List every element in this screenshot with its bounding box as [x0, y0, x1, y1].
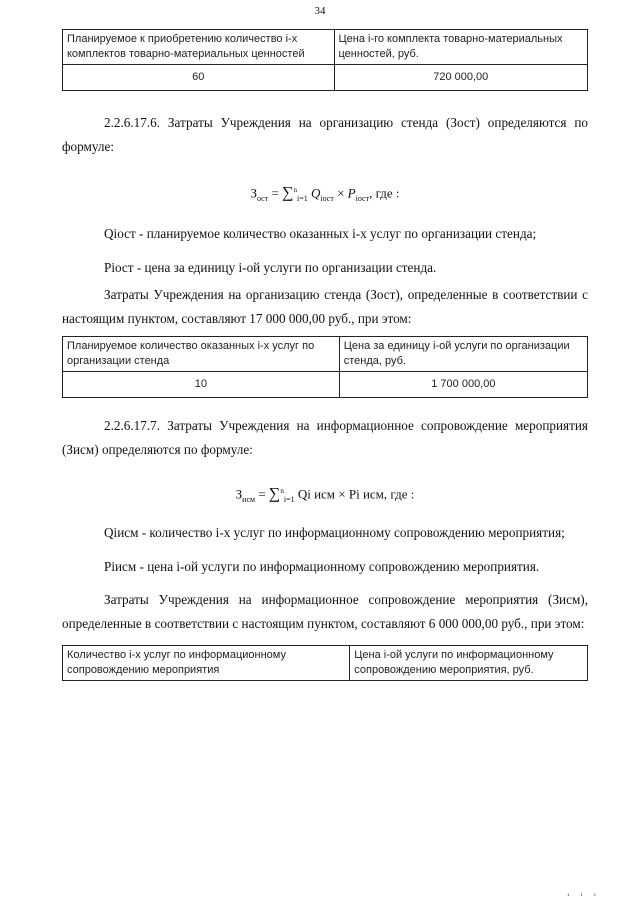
formula-eq: =	[271, 185, 279, 201]
formula-lhs-sub: ост	[256, 193, 269, 203]
formula-times: ×	[337, 185, 345, 201]
formula-lhs-sub: исм	[242, 494, 256, 504]
table-header-row	[63, 646, 588, 681]
formula-sup: n	[293, 186, 297, 194]
formula-lhs: З	[250, 185, 257, 201]
definition-q-ism: Qiисм - количество i-х услуг по информационному сопровождению мероприятия;	[104, 525, 565, 540]
table-info-support	[62, 645, 588, 681]
table-header-row	[63, 30, 588, 65]
section-17-7-intro: 2.2.6.17.7. Затраты Учреждения на информационное сопровождение мероприятия (Зисм) определяются по формуле:	[62, 418, 588, 457]
definition-p-ost: Piост - цена за единицу i-ой услуги по организации стенда.	[104, 259, 437, 275]
formula-zism	[62, 471, 588, 511]
formula-p: P	[347, 185, 356, 201]
document-body	[62, 29, 588, 681]
formula-q: Q	[310, 185, 321, 201]
formula-q-sub: iост	[320, 193, 334, 203]
table-tmc	[62, 29, 588, 91]
formula-sub: i=1	[296, 193, 308, 203]
formula-lhs: З	[235, 486, 243, 502]
formula-sup: n	[280, 487, 284, 495]
table-header-row	[63, 337, 588, 372]
sigma-icon: ∑	[268, 485, 281, 503]
table-row	[63, 65, 588, 91]
section-17-7-total: Затраты Учреждения на информационное сопровождение мероприятия (Зисм), определенные в соответствии с настоящим пунктом, составляют 6 000 000,00 руб., при этом:	[62, 592, 588, 631]
section-17-6-total: Затраты Учреждения на организацию стенда (Зост), определенные в соответствии с настоящим пунктом, составляют 17 000 000,00 руб., при этом:	[62, 287, 588, 326]
table-cell-price: 1 700 000,00	[339, 372, 587, 398]
table-row	[63, 372, 588, 398]
definition-q-ost: Qiост - планируемое количество оказанных i-х услуг по организации стенда;	[104, 226, 537, 241]
formula-eq: =	[258, 486, 266, 502]
formula-p-sub: iост	[355, 193, 370, 203]
formula-sub: i=1	[283, 494, 295, 504]
table-stand	[62, 336, 588, 398]
table-header-cell: Цена i-ой услуги по информационному сопровождению мероприятия, руб.	[350, 646, 588, 681]
table-cell-price: 720 000,00	[334, 65, 588, 91]
table-header-cell: Количество i-х услуг по информационному сопровождению мероприятия	[63, 646, 350, 681]
page-number: 34	[314, 5, 326, 17]
sigma-icon: ∑	[282, 184, 294, 202]
table-cell-quantity: 60	[63, 65, 335, 91]
formula-body: Qi исм × Pi исм, где :	[297, 486, 415, 502]
table-cell-quantity: 10	[63, 372, 340, 398]
definition-p-ism: Piисм - цена i-ой услуги по информационному сопровождению мероприятия.	[104, 558, 540, 574]
footer-marks: ' ' '	[567, 893, 601, 903]
table-header-cell: Цена i-го комплекта товарно-материальных ценностей, руб.	[334, 30, 588, 65]
table-header-cell: Планируемое количество оказанных i-х услуг по организации стенда	[63, 337, 340, 372]
table-header-cell: Планируемое к приобретению количество i-х комплектов товарно-материальных ценностей	[63, 30, 335, 65]
table-header-cell: Цена за единицу i-ой услуги по организации стенда, руб.	[339, 337, 587, 372]
formula-zost	[62, 170, 588, 210]
section-17-6-intro: 2.2.6.17.6. Затраты Учреждения на организацию стенда (Зост) определяются по формуле:	[62, 115, 588, 154]
formula-tail: , где :	[369, 185, 400, 201]
